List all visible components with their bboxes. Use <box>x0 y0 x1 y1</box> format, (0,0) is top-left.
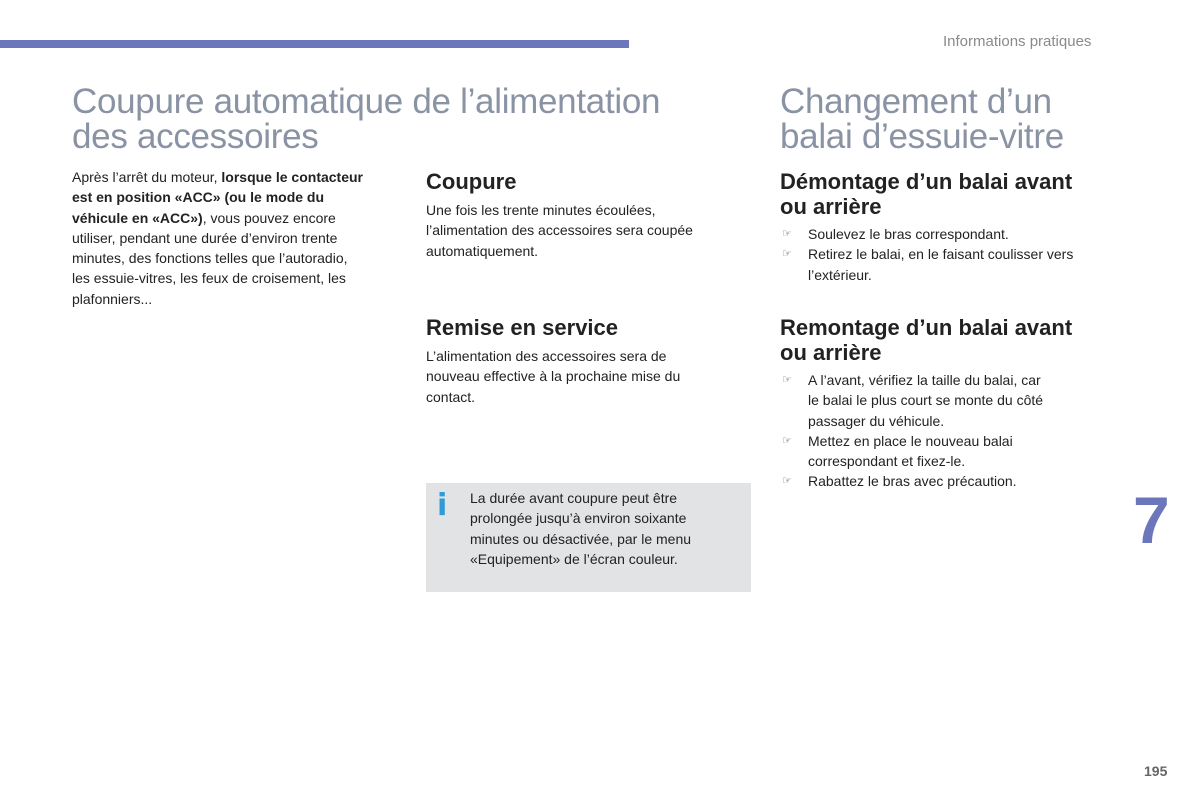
step-line: A l’avant, vérifiez la taille du balai, car <box>808 372 1041 388</box>
intro-line-2 <box>72 187 363 207</box>
step-line: Retirez le balai, en le faisant coulisser vers <box>808 246 1074 263</box>
chapter-number: 7 <box>1133 483 1170 557</box>
remise-heading: Remise en service <box>426 315 619 340</box>
step-line: l’extérieur. <box>808 266 872 283</box>
remise-paragraph <box>426 346 680 407</box>
left-title-line-1: Coupure automatique de l’alimentation <box>72 82 661 121</box>
intro-bold: est en position «ACC» (ou le mode du <box>72 189 325 206</box>
step-line: Rabattez le bras avec précaution. <box>808 473 1017 490</box>
coupure-line: Une fois les trente minutes écoulées, <box>426 202 656 218</box>
info-line: «Equipement» de l’écran couleur. <box>470 550 678 567</box>
info-line: prolongée jusqu’à environ soixante <box>470 510 687 527</box>
intro-bold: véhicule en «ACC») <box>72 209 203 226</box>
step-line: passager du véhicule. <box>808 412 945 429</box>
info-icon: i <box>437 488 448 523</box>
remise-line: contact. <box>426 388 476 405</box>
right-title-line-2: balai d’essuie-vitre <box>780 117 1064 156</box>
intro-text: , vous pouvez encore <box>202 209 336 226</box>
info-text <box>470 488 691 569</box>
demontage-heading <box>780 169 1072 219</box>
step-line: Mettez en place le nouveau balai <box>808 432 1013 449</box>
pointing-hand-icon: ☞ <box>782 228 792 240</box>
info-box <box>426 483 751 592</box>
intro-line-6: les essuie-vitres, les feux de croisement, les <box>72 270 346 287</box>
intro-line-4: utiliser, pendant une durée d’environ trente <box>72 229 338 246</box>
intro-line-3 <box>72 208 363 228</box>
list-item <box>780 244 1073 285</box>
step-line: Soulevez le bras correspondant. <box>808 226 1009 242</box>
list-item <box>780 370 1043 431</box>
pointing-hand-icon: ☞ <box>782 374 792 386</box>
remontage-heading <box>780 315 1072 365</box>
list-item <box>780 471 1043 491</box>
header-accent-bar <box>0 40 629 48</box>
step-line: le balai le plus court se monte du côté <box>808 392 1044 409</box>
demontage-heading-line: ou arrière <box>780 194 882 219</box>
remise-line: L’alimentation des accessoires sera de <box>426 348 667 364</box>
section-title: Informations pratiques <box>943 33 1092 50</box>
left-title <box>72 84 660 154</box>
intro-bold: lorsque le contacteur <box>221 169 363 185</box>
remontage-heading-line: Remontage d’un balai avant <box>780 315 1073 340</box>
left-title-line-2: des accessoires <box>72 117 319 156</box>
demontage-heading-line: Démontage d’un balai avant <box>780 169 1073 194</box>
list-item <box>780 224 1073 244</box>
info-line: minutes ou désactivée, par le menu <box>470 530 692 547</box>
coupure-line: automatiquement. <box>426 242 539 259</box>
page-number: 195 <box>1144 763 1168 779</box>
intro-line-1 <box>72 167 363 187</box>
intro-line-7: plafonniers... <box>72 290 153 307</box>
right-title <box>780 84 1064 154</box>
left-intro-paragraph <box>72 167 363 309</box>
pointing-hand-icon: ☞ <box>782 475 792 488</box>
step-line: correspondant et fixez-le. <box>808 453 966 470</box>
right-title-line-1: Changement d’un <box>780 82 1052 121</box>
coupure-heading: Coupure <box>426 169 517 194</box>
coupure-line: l’alimentation des accessoires sera coupée <box>426 222 693 239</box>
info-line: La durée avant coupure peut être <box>470 490 678 506</box>
demontage-steps <box>780 224 1073 285</box>
pointing-hand-icon: ☞ <box>782 434 792 447</box>
pointing-hand-icon: ☞ <box>782 248 792 261</box>
coupure-paragraph <box>426 200 693 261</box>
remontage-heading-line: ou arrière <box>780 340 882 365</box>
list-item <box>780 431 1043 472</box>
remise-line: nouveau effective à la prochaine mise du <box>426 368 681 385</box>
intro-line-5: minutes, des fonctions telles que l’autoradio, <box>72 250 348 267</box>
remontage-steps <box>780 370 1043 492</box>
intro-text: Après l’arrêt du moteur, <box>72 169 222 185</box>
